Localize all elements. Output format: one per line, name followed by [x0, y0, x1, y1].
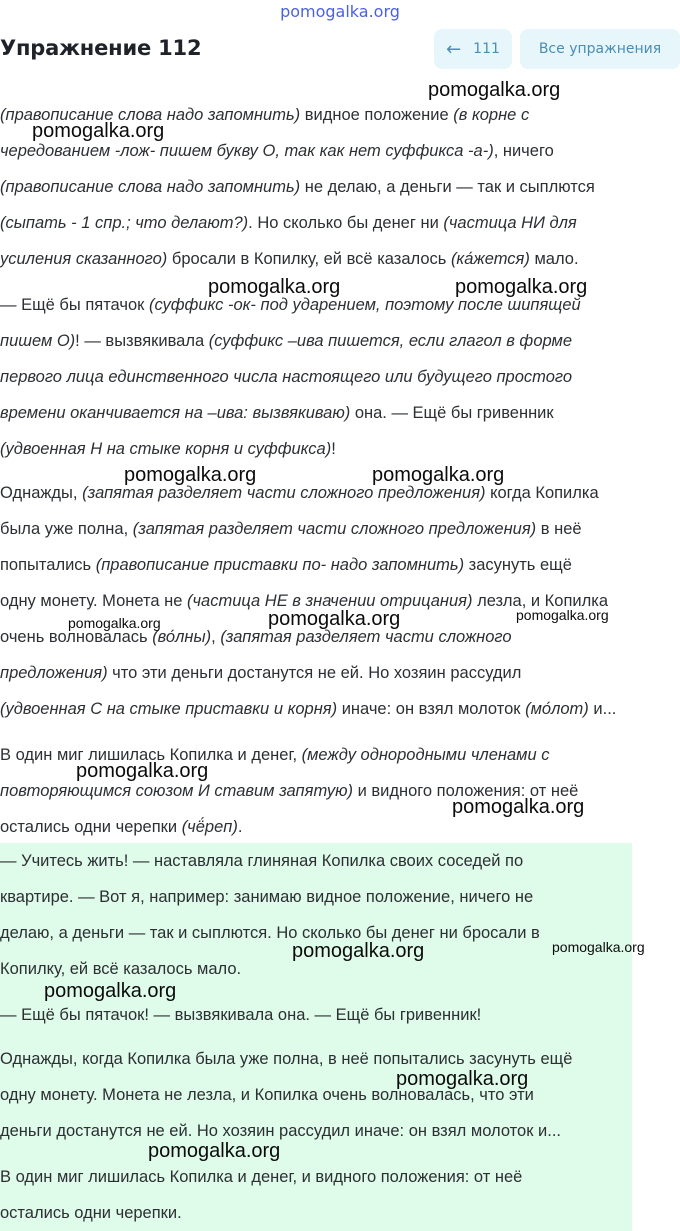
answer-line: делаю, а деньги — так и сыплются. Но сколько бы денег ни бросали в: [0, 924, 540, 942]
answer-line: Однажды, когда Копилка была уже полна, в неё попытались засунуть ещё: [0, 1050, 573, 1068]
watermark: pomogalka.org: [428, 79, 561, 101]
text-fragment: попытались: [0, 556, 96, 574]
analysis-line: [0, 658, 521, 688]
text-fragment: !: [331, 440, 336, 458]
text-fragment: Однажды,: [0, 484, 83, 502]
text-fragment: не делаю, а деньги — так и сыплются: [300, 178, 595, 196]
rule-comment: усиления сказанного): [0, 250, 168, 268]
analysis-line: [0, 398, 554, 428]
analysis-line: [0, 812, 242, 842]
text-fragment: очень волновалась: [0, 628, 153, 646]
rule-comment: (чё́реп): [181, 818, 238, 836]
answer-line: остались одни черепки.: [0, 1204, 182, 1222]
text-fragment: и...: [588, 700, 617, 718]
text-fragment: в неё: [536, 520, 582, 538]
rule-comment: (частица НЕ в значении отрицания): [187, 592, 473, 610]
watermark: pomogalka.org: [455, 276, 588, 298]
text-fragment: видное положение: [300, 106, 454, 124]
rule-comment: (частица НИ для: [443, 214, 577, 232]
all-exercises-button[interactable]: Все упражнения: [520, 29, 680, 69]
rule-comment: времени оканчивается на –ива: вызвякиваю): [0, 404, 351, 422]
text-fragment: одну монету. Монета не: [0, 592, 188, 610]
answer-line: одну монету. Монета не лезла, и Копилка очень волновалась, что эти: [0, 1086, 534, 1104]
rule-comment: пишем О): [0, 332, 76, 350]
analysis-line: [0, 172, 595, 202]
watermark: pomogalka.org: [76, 760, 209, 782]
analysis-line: [0, 362, 572, 392]
text-fragment: засунуть ещё: [464, 556, 572, 574]
text-fragment: ,: [211, 628, 221, 646]
watermark: pomogalka.org: [396, 1068, 529, 1090]
answer-line: В один миг лишилась Копилка и денег, и видного положения: от неё: [0, 1168, 523, 1186]
watermark: pomogalka.org: [44, 980, 177, 1002]
text-fragment: иначе: он взял молоток: [337, 700, 526, 718]
answer-line: Копилку, ей всё казалось мало.: [0, 960, 242, 978]
watermark: pomogalka.org: [208, 276, 341, 298]
analysis-line: [0, 326, 572, 356]
watermark: pomogalka.org: [148, 1140, 281, 1162]
answer-line: — Учитесь жить! — наставляла глиняная Копилка своих соседей по: [0, 852, 524, 870]
rule-comment: (в корне с: [453, 106, 530, 124]
watermark: pomogalka.org: [68, 615, 161, 631]
rule-comment: (запятая разделяет части сложного предложения): [82, 484, 486, 502]
answer-line: квартире. — Вот я, например: занимаю видное положение, ничего не: [0, 888, 534, 906]
rule-comment: первого лица единственного числа настоящего или будущего простого: [0, 368, 573, 386]
analysis-line: [0, 244, 579, 274]
site-watermark[interactable]: pomogalka.org: [280, 2, 400, 21]
watermark: pomogalka.org: [268, 608, 401, 630]
analysis-line: [0, 550, 572, 580]
text-fragment: остались одни черепки: [0, 818, 182, 836]
text-fragment: — Ещё бы пятачок: [0, 296, 149, 314]
text-fragment: когда Копилка: [485, 484, 599, 502]
watermark: pomogalka.org: [372, 464, 505, 486]
rule-comment: (сыпать - 1 спр.; что делают?): [0, 214, 249, 232]
watermark: pomogalka.org: [32, 120, 165, 142]
rule-comment: (суффикс –ива пишется, если глагол в форме: [208, 332, 573, 350]
rule-comment: (мо́лот): [525, 700, 589, 718]
watermark: pomogalka.org: [452, 796, 585, 818]
text-fragment: что эти деньги достанутся не ей. Но хозяин рассудил: [107, 664, 522, 682]
rule-comment: (удвоенная Н на стыке корня и суффикса): [0, 440, 332, 458]
rule-comment: (правописание слова надо запомнить): [0, 178, 301, 196]
text-fragment: и видного положения: от неё: [352, 782, 579, 800]
text-fragment: бросали в Копилку, ей всё казалось: [167, 250, 451, 268]
text-fragment: лезла, и Копилка: [472, 592, 609, 610]
analysis-line: [0, 478, 599, 508]
analysis-line: [0, 208, 577, 238]
prev-exercise-button[interactable]: [434, 29, 512, 69]
rule-comment: (правописание приставки по- надо запомнить): [95, 556, 465, 574]
answer-line: — Ещё бы пятачок! — вызвякивала она. — Ещё бы гривенник!: [0, 1006, 482, 1024]
prev-exercise-label: 111: [473, 41, 500, 57]
text-fragment: мало.: [529, 250, 579, 268]
rule-comment: (суффикс -ок- под ударением, поэтому после шипящей: [148, 296, 581, 314]
rule-comment: (запятая разделяет части сложного: [220, 628, 512, 646]
text-fragment: ! — вызвякивала: [75, 332, 209, 350]
rule-comment: (правописание слова надо запомнить): [0, 106, 301, 124]
rule-comment: чередованием -лож- пишем букву О, так как нет суффикса -а-): [0, 142, 494, 160]
text-fragment: .: [237, 818, 243, 836]
rule-comment: (между однородными членами с: [301, 746, 550, 764]
answer-line: деньги достанутся не ей. Но хозяин рассудил иначе: он взял молоток и...: [0, 1122, 561, 1140]
watermark: pomogalka.org: [292, 940, 425, 962]
rule-comment: предложения): [0, 664, 108, 682]
text-fragment: , ничего: [493, 142, 554, 160]
text-fragment: она. — Ещё бы гривенник: [350, 404, 554, 422]
analysis-line: [0, 694, 616, 724]
text-fragment: . Но сколько бы денег ни: [248, 214, 444, 232]
text-fragment: В один миг лишилась Копилка и денег,: [0, 746, 302, 764]
watermark: pomogalka.org: [124, 464, 257, 486]
page-title: Упражнение 112: [0, 36, 202, 60]
analysis-line: [0, 434, 336, 464]
arrow-left-icon: ←: [446, 38, 462, 60]
rule-comment: (запятая разделяет части сложного предложения): [132, 520, 537, 538]
text-fragment: была уже полна,: [0, 520, 133, 538]
rule-comment: (ка́жется): [450, 250, 530, 268]
watermark: pomogalka.org: [552, 939, 645, 955]
analysis-line: [0, 514, 582, 544]
rule-comment: (удвоенная С на стыке приставки и корня): [0, 700, 338, 718]
watermark: pomogalka.org: [516, 607, 609, 623]
rule-comment: повторяющимся союзом И ставим запятую): [0, 782, 353, 800]
rule-comment: (во́лны): [152, 628, 212, 646]
header-bar: [0, 0, 680, 86]
